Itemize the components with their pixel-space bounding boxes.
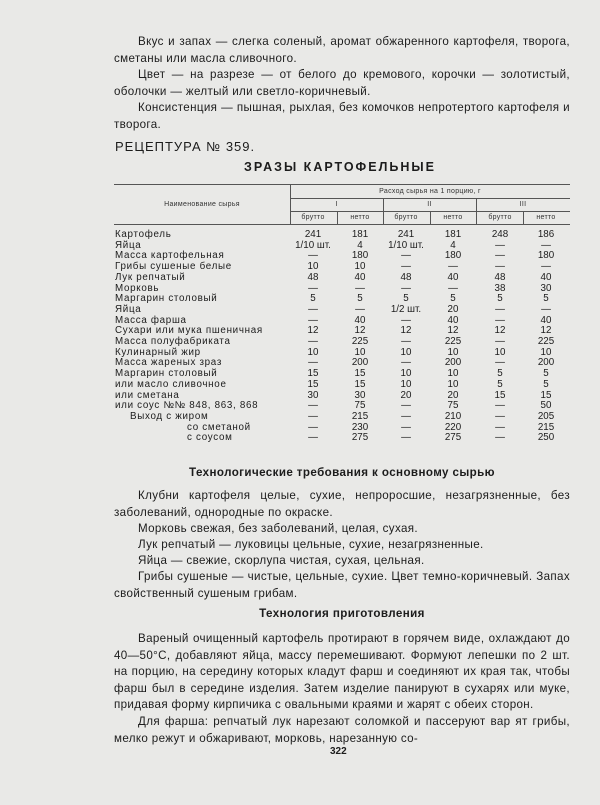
table-cell: 5 <box>497 378 503 390</box>
table-cell: — <box>401 400 411 412</box>
table-cell: 10 <box>400 378 412 390</box>
table-cell: 12 <box>540 325 552 337</box>
table-cell: — <box>448 282 458 294</box>
table-cell: 250 <box>537 432 555 444</box>
table-cell: 38 <box>494 282 506 294</box>
table-cell: — <box>401 314 411 326</box>
tech-requirements-title: Технологические требования к основному сырью <box>189 466 495 479</box>
table-row-name: Лук репчатый <box>115 271 186 283</box>
table-cell: 5 <box>497 368 503 380</box>
table-cell: 50 <box>540 400 552 412</box>
table-cell: — <box>308 250 318 262</box>
table-cell: — <box>308 421 318 433</box>
table-cell: 215 <box>537 421 555 433</box>
table-cell: — <box>495 357 505 369</box>
table-subcolumn-header: нетто <box>443 214 463 221</box>
table-row-name: Сухари или мука пшеничная <box>115 325 263 337</box>
table-cell: 5 <box>357 293 363 305</box>
table-cell: 4 <box>357 239 363 251</box>
table-consumption-header: Расход сырья на 1 порцию, г <box>379 188 481 195</box>
recipe-number: РЕЦЕПТУРА № 359. <box>115 139 256 154</box>
table-cell: — <box>495 336 505 347</box>
table-cell: 230 <box>351 421 369 433</box>
table-cell: 181 <box>351 229 369 240</box>
table-cell: 48 <box>307 271 319 283</box>
table-cell: — <box>401 432 411 444</box>
table-cell: 5 <box>543 378 549 390</box>
table-group-header: II <box>427 201 432 208</box>
table-row-name: или масло сливочное <box>115 378 227 390</box>
table-cell: — <box>355 303 365 315</box>
table-cell: — <box>401 336 411 347</box>
table-cell: 225 <box>537 336 555 347</box>
table-cell: 180 <box>444 250 462 262</box>
table-header-rule-1 <box>290 198 570 199</box>
table-cell: 1/10 шт. <box>295 239 331 251</box>
table-cell: 10 <box>307 261 319 273</box>
table-cell: 275 <box>444 432 462 444</box>
table-cell: 210 <box>444 410 462 422</box>
table-cell: — <box>308 282 318 294</box>
technology-title: Технология приготовления <box>259 607 425 620</box>
table-subcolumn-header: брутто <box>394 214 418 221</box>
intro-consistency: Консистенция — пышная, рыхлая, без комочков непротертого картофеля и творога. <box>114 101 570 131</box>
table-cell: — <box>308 432 318 444</box>
table-row-name: Кулинарный жир <box>115 346 201 358</box>
table-cell: — <box>495 400 505 412</box>
table-cell: 15 <box>494 389 506 401</box>
table-cell: — <box>401 282 411 294</box>
table-name-header: Наименование сырья <box>164 201 240 208</box>
table-cell: — <box>308 357 318 369</box>
table-cell: 180 <box>351 250 369 262</box>
table-row-name: Масса жареных зраз <box>115 357 223 369</box>
table-cell: 40 <box>540 314 552 326</box>
table-cell: 10 <box>400 368 412 380</box>
table-cell: — <box>495 410 505 422</box>
table-row-name: Яйца <box>115 303 142 315</box>
table-subcolumn-header: нетто <box>536 214 556 221</box>
table-cell: 75 <box>354 400 366 412</box>
table-cell: 15 <box>354 378 366 390</box>
table-row-name: с соусом <box>187 432 233 444</box>
table-cell: 275 <box>351 432 369 444</box>
intro-taste: Вкус и запах — слегка соленый, аромат обжаренного картофеля, творога, сметаны или масла сливочного. <box>114 35 570 65</box>
table-cell: 12 <box>494 325 506 337</box>
table-cell: — <box>401 250 411 262</box>
table-row-name: Выход с жиром <box>130 410 209 422</box>
technology-step-1: Вареный очищенный картофель протирают в горячем виде, охлаждают до 40—50°С, добавляют яйца, массу перемешивают. Формуют лепешки по 2 шт. на порцию, на середину которых кладут фарш и соединяют их края так, чтобы фарш был в середине изделия. Затем изделие панируют в сухарях или муке, придавая форму кирпичика с овальными краями и жарят с обеих сторон. <box>114 632 570 711</box>
table-row-name: Грибы сушеные белые <box>115 261 232 273</box>
table-cell: 5 <box>497 293 503 305</box>
table-cell: — <box>495 432 505 444</box>
table-subcolumn-header: брутто <box>488 214 512 221</box>
table-cell: 248 <box>491 229 509 240</box>
table-cell: — <box>401 421 411 433</box>
table-cell: — <box>495 261 505 273</box>
table-cell: 10 <box>400 346 412 358</box>
technology-step-2: Для фарша: репчатый лук нарезают соломкой и пассеруют вар ят грибы, мелко режут и обжаривают, морковь, нарезанную со- <box>114 715 570 745</box>
table-cell: 40 <box>540 271 552 283</box>
table-row-name: Масса полуфабриката <box>115 336 231 347</box>
table-cell: — <box>541 303 551 315</box>
table-cell: — <box>448 261 458 273</box>
table-cell: 5 <box>543 368 549 380</box>
table-cell: 40 <box>447 271 459 283</box>
table-row-name: Морковь <box>115 282 160 294</box>
table-cell: 12 <box>400 325 412 337</box>
table-cell: 12 <box>447 325 459 337</box>
req-potato: Клубни картофеля целые, сухие, непроросшие, незагрязненные, без заболеваний, однородные по окраске. <box>114 489 570 519</box>
table-cell: 48 <box>400 271 412 283</box>
table-cell: — <box>495 314 505 326</box>
table-cell: — <box>401 410 411 422</box>
req-carrot: Морковь свежая, без заболеваний, целая, сухая. <box>138 522 418 535</box>
table-cell: 10 <box>354 261 366 273</box>
table-cell: 30 <box>307 389 319 401</box>
table-group-header: III <box>519 201 527 208</box>
table-cell: — <box>401 261 411 273</box>
table-row-name: Маргарин столовый <box>115 293 218 305</box>
table-cell: 5 <box>310 293 316 305</box>
table-subcolumn-header: нетто <box>350 214 370 221</box>
intro-color: Цвет — на разрезе — от белого до кремового, корочки — золотистый, оболочки — желтый или светло-коричневый. <box>114 68 570 98</box>
table-cell: 20 <box>447 389 459 401</box>
table-cell: 5 <box>403 293 409 305</box>
table-cell: 200 <box>444 357 462 369</box>
table-cell: 215 <box>351 410 369 422</box>
table-cell: 1/10 шт. <box>388 239 424 251</box>
table-cell: 48 <box>494 271 506 283</box>
table-top-rule <box>114 184 570 185</box>
table-cell: 10 <box>307 346 319 358</box>
table-cell: 30 <box>540 282 552 294</box>
table-cell: — <box>541 239 551 251</box>
table-cell: 40 <box>354 314 366 326</box>
table-cell: 10 <box>354 346 366 358</box>
page-number: 322 <box>330 746 347 757</box>
table-cell: 5 <box>543 293 549 305</box>
table-cell: 15 <box>307 378 319 390</box>
table-cell: 200 <box>351 357 369 369</box>
table-cell: 10 <box>494 346 506 358</box>
table-cell: 4 <box>450 239 456 251</box>
table-cell: 186 <box>537 229 555 240</box>
table-cell: 20 <box>447 303 459 315</box>
table-group-header: I <box>335 201 338 208</box>
table-cell: 40 <box>447 314 459 326</box>
table-cell: 241 <box>397 229 415 240</box>
table-cell: 15 <box>307 368 319 380</box>
table-cell: 10 <box>540 346 552 358</box>
table-cell: — <box>355 282 365 294</box>
table-cell: 1/2 шт. <box>390 303 422 315</box>
table-cell: — <box>308 410 318 422</box>
table-row-name: Яйца <box>115 239 142 251</box>
table-cell: 12 <box>354 325 366 337</box>
table-cell: 10 <box>447 346 459 358</box>
table-header-bottom-rule <box>114 224 570 225</box>
table-cell: — <box>308 400 318 412</box>
table-row-name: Картофель <box>115 229 172 240</box>
req-mushrooms: Грибы сушеные — чистые, цельные, сухие. Цвет темно-коричневый. Запах свойственный сушеным грибам. <box>114 570 570 600</box>
req-eggs: Яйца — свежие, скорлупа чистая, сухая, цельная. <box>138 554 425 567</box>
table-cell: 30 <box>354 389 366 401</box>
table-cell: 205 <box>537 410 555 422</box>
table-cell: — <box>495 303 505 315</box>
table-row-name: или сметана <box>115 389 180 401</box>
table-cell: 200 <box>537 357 555 369</box>
table-cell: 75 <box>447 400 459 412</box>
req-onion: Лук репчатый — луковицы цельные, сухие, незагрязненные. <box>138 538 484 551</box>
table-cell: 20 <box>400 389 412 401</box>
table-cell: — <box>308 314 318 326</box>
table-cell: — <box>308 303 318 315</box>
table-cell: — <box>495 421 505 433</box>
table-cell: — <box>308 336 318 347</box>
table-cell: — <box>541 261 551 273</box>
table-cell: 5 <box>450 293 456 305</box>
table-cell: 15 <box>540 389 552 401</box>
table-cell: 225 <box>351 336 369 347</box>
table-subcolumn-header: брутто <box>301 214 325 221</box>
table-cell: 180 <box>537 250 555 262</box>
table-cell: 220 <box>444 421 462 433</box>
table-cell: — <box>495 239 505 251</box>
table-cell: 10 <box>447 378 459 390</box>
table-cell: — <box>401 357 411 369</box>
table-row-name: Масса фарша <box>115 314 187 326</box>
table-row-name: Маргарин столовый <box>115 368 218 380</box>
table-row-name: Масса картофельная <box>115 250 225 262</box>
dish-title: ЗРАЗЫ КАРТОФЕЛЬНЫЕ <box>244 160 436 174</box>
table-cell: 225 <box>444 336 462 347</box>
table-cell: 12 <box>307 325 319 337</box>
table-cell: 40 <box>354 271 366 283</box>
table-cell: — <box>495 250 505 262</box>
table-cell: 15 <box>354 368 366 380</box>
table-row-name: или соус №№ 848, 863, 868 <box>115 400 259 412</box>
table-cell: 241 <box>304 229 322 240</box>
table-cell: 10 <box>447 368 459 380</box>
table-cell: 181 <box>444 229 462 240</box>
table-row-name: со сметаной <box>187 421 251 433</box>
